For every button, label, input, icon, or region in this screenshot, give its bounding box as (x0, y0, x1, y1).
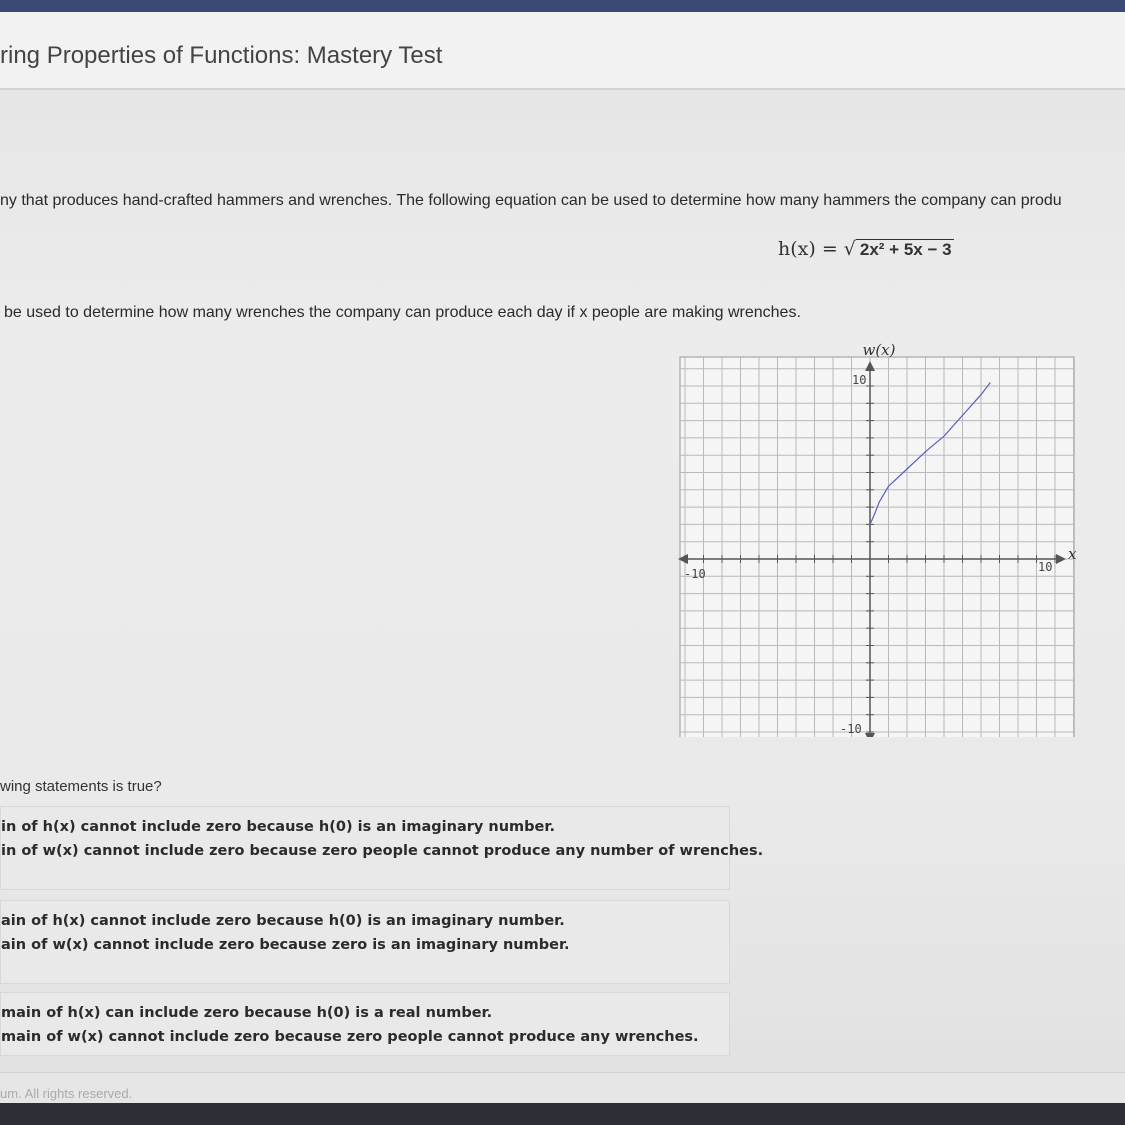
problem-intro-2: be used to determine how many wrenches the company can produce each day if x people are making wrenches. (4, 304, 801, 321)
problem-intro: ny that produces hand-crafted hammers and wrenches. The following equation can be used to determine how many hammers the company can produ (0, 192, 1062, 209)
x-axis-label: x (1068, 545, 1077, 563)
tick-label-ymax: 10 (852, 373, 867, 387)
sqrt-symbol: √ (843, 238, 856, 260)
formula-radicand: 2x² + 5x − 3 (856, 239, 954, 259)
choice-3-line-2: main of w(x) cannot include zero because zero people cannot produce any wrenches. (1, 1029, 699, 1045)
y-axis-label: w(x) (862, 341, 896, 359)
answer-choice-3[interactable] (0, 992, 730, 1056)
function-graph (676, 337, 1086, 737)
choice-1-line-2: in of w(x) cannot include zero because zero people cannot produce any number of wrenches. (1, 843, 764, 859)
footer (0, 1072, 1125, 1103)
choice-3-line-1: main of h(x) can include zero because h(0) is a real number. (1, 1005, 493, 1021)
formula-lhs: h(x) = (778, 238, 844, 260)
tick-label-xmax: 10 (1038, 560, 1053, 574)
formula (778, 238, 954, 260)
question-text: wing statements is true? (0, 778, 162, 795)
tick-label-xmin: -10 (684, 567, 706, 581)
answer-choice-1[interactable] (0, 806, 764, 890)
tick-label-ymin: -10 (840, 722, 862, 736)
page-title: ring Properties of Functions: Mastery Test (0, 42, 443, 69)
top-bar (0, 0, 1125, 12)
page (0, 12, 1125, 1102)
choice-2-line-2: ain of w(x) cannot include zero because zero is an imaginary number. (1, 937, 570, 953)
choice-1-line-1: in of h(x) cannot include zero because h(0) is an imaginary number. (1, 819, 555, 835)
choice-2-line-1: ain of h(x) cannot include zero because h(0) is an imaginary number. (1, 913, 565, 929)
answer-choice-2[interactable] (0, 900, 730, 984)
header (0, 12, 1125, 90)
copyright-text: um. All rights reserved. (0, 1086, 133, 1101)
